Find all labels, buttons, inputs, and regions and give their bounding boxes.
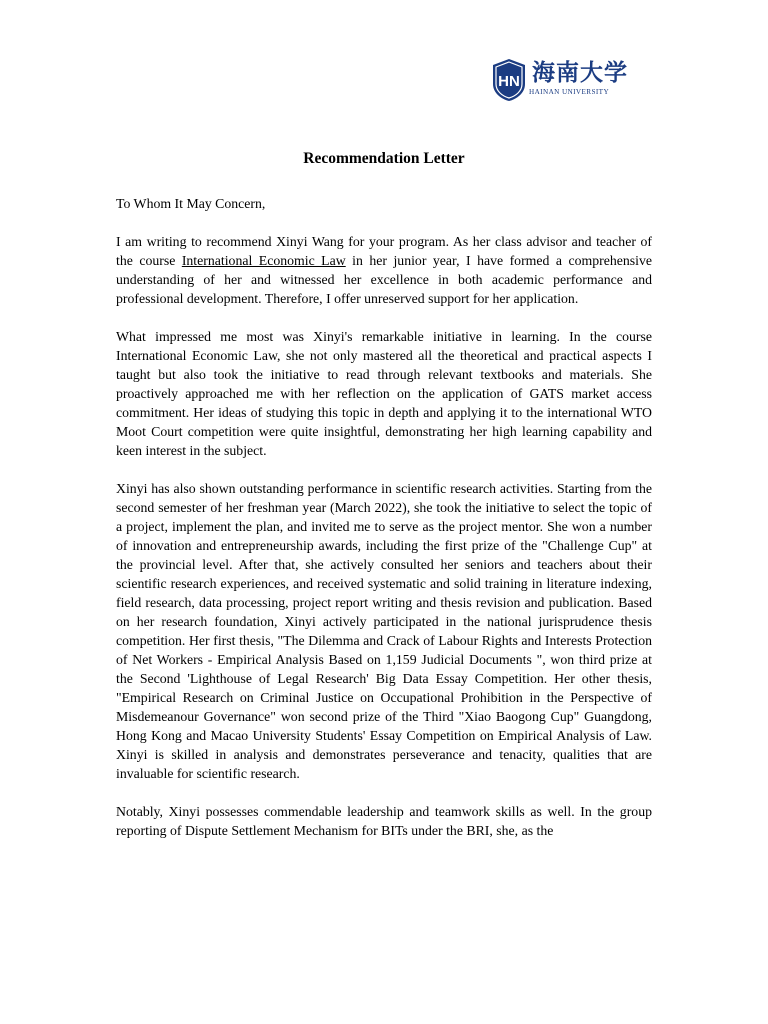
paragraph-4: Notably, Xinyi possesses commendable leadership and teamwork skills as well. In the group reporting of Dispute Settlement Mechanism for BITs under the BRI, she, as the [116,804,652,838]
paragraph-1-rest: in her junior year, I have formed a comprehensive understanding of her and witnessed her excellence in both academic performance and professional development. Therefore, I offer unreserved support for her application. [116,253,653,306]
university-name-chinese: 海南大学 [532,59,628,86]
letter-title: Recommendation Letter [303,150,465,167]
paragraph-3: Xinyi has also shown outstanding performance in scientific research activities. Starting from the second semester of her freshman year (March 2022), she took the initiative to select the topic of a project, implement the plan, and invited me to serve as the project mentor. She won a number of innovation and entrepreneurship awards, including the first prize of the "Challenge Cup" at the provincial level. After that, she actively consulted her seniors and teachers about their scientific research experiences, and received systematic and solid training in literature indexing, field research, data processing, project report writing and thesis revision and publication. Based on her research foundation, Xinyi actively participated in the national jurisprudence thesis competition. Her first thesis, "The Dilemma and Crack of Labour Rights and Interests Protection of Net Workers - Empirical Analysis Based on 1,159 Judicial Documents ", won third prize at the Second 'Lighthouse of Legal Research' Big Data Essay Competition. Her other thesis, "Empirical Research on Criminal Justice on Occupational Prohibition in the Perspective of Misdemeanour Governance" won second prize of the Third "Xiao Baogong Cup" Guangdong, Hong Kong and Macao University Students' Essay Competition on Empirical Analysis of Law. Xinyi is skilled in analysis and demonstrates perseverance and tenacity, qualities that are invaluable for scientific research. [116,481,652,781]
course-name-underlined: International Economic Law [181,253,346,268]
university-name-english: HAINAN UNIVERSITY [529,88,610,96]
paragraph-1-lead: I am writing to recommend Xinyi Wang for your program. As her class advisor and teacher of the course [116,234,652,268]
university-logo [491,58,651,102]
emblem-letters: HN [498,73,520,90]
salutation: To Whom It May Concern, [116,196,266,211]
paragraph-1 [116,232,652,308]
university-emblem-icon [491,58,527,102]
paragraph-2: What impressed me most was Xinyi's remarkable initiative in learning. In the course International Economic Law, she not only mastered all the theoretical and practical aspects I taught but also took the initiative to read through relevant textbooks and materials. She proactively approached me with her reflection on the application of GATS market access commitment. Her ideas of studying this topic in depth and applying it to the international WTO Moot Court competition were quite insightful, demonstrating her high learning capability and keen interest in the subject. [116,329,652,458]
letter-body [116,194,652,859]
